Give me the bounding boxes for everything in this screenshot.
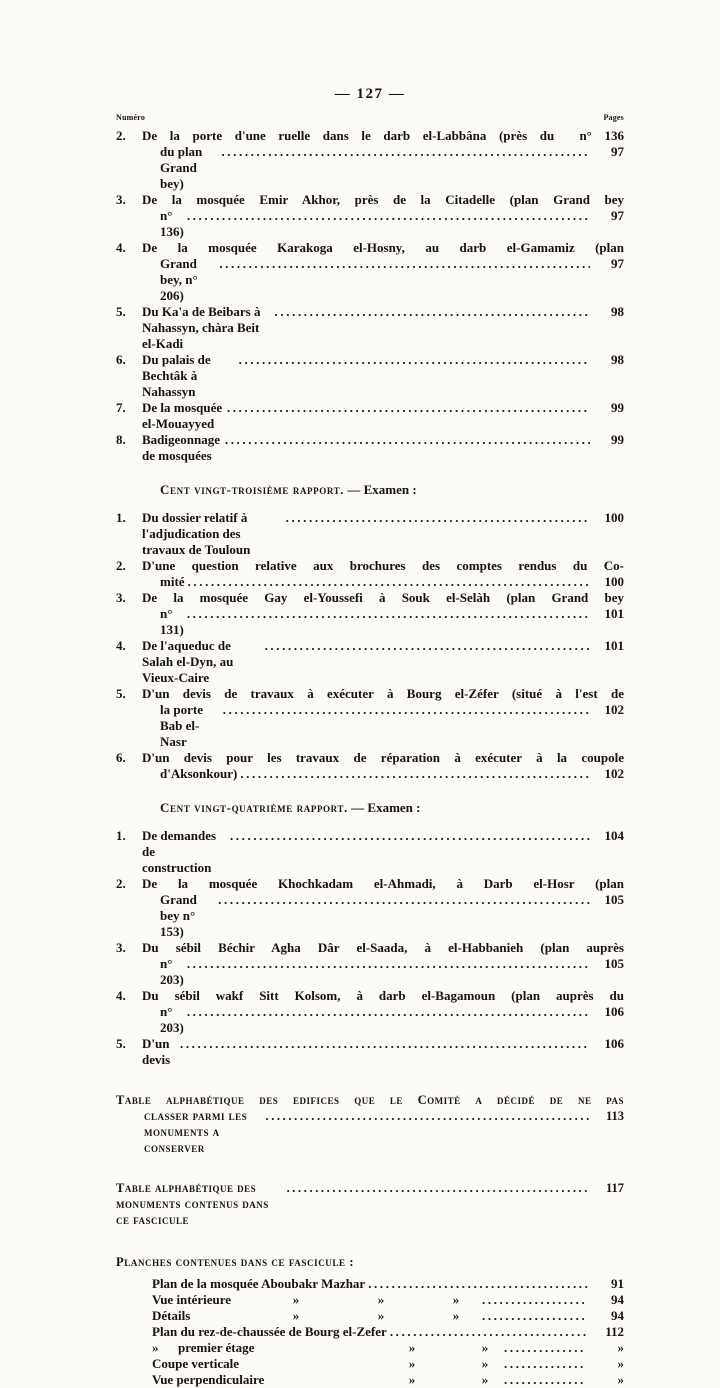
toc-entry-line [116,590,624,606]
page-ref: 98 [611,352,624,367]
item-text: De l'aqueduc de Salah el-Dyn, au Vieux-Caire [142,638,237,685]
dot-leader [275,304,590,320]
item-number: 6. [116,352,126,367]
item-text: Grand bey n° 153) [160,892,201,939]
item-text: Du Ka'a de Beibars à Nahassyn, chàra Beit el-Kadi [142,304,264,351]
plate-row [152,1356,624,1372]
ditto-mark: » [292,1292,300,1307]
plate-row [152,1292,624,1308]
ditto-mark: » [377,1292,385,1307]
toc-entry-line [116,256,624,304]
plate-label: » premier étage [152,1340,255,1355]
dot-leader [390,1324,588,1340]
plate-row [152,1324,624,1340]
toc-entry-line [116,1036,624,1068]
page-content [116,84,624,1388]
dot-leader [265,1108,590,1124]
item-text: De la mosquée Emir Akhor, près de la Citadelle (plan Grand bey [142,192,624,207]
page-ref: 100 [604,510,624,525]
page-ref: » [617,1340,624,1355]
plate-label: Détails [152,1308,191,1323]
item-number: 3. [116,940,126,955]
item-text: Du dossier relatif à l'adjudication des travaux de Touloun [142,510,251,557]
item-number: 2. [116,558,126,573]
toc-entry-line [116,892,624,940]
dot-leader [187,1004,590,1020]
page-ref: 91 [611,1276,624,1291]
page-ref: » [617,1372,624,1387]
report-heading [160,482,624,498]
dot-leader [286,510,590,526]
dot-leader [218,892,590,908]
page-ref: 94 [611,1292,624,1307]
page-ref: 106 [604,1036,624,1051]
toc-body [116,128,624,1388]
toc-entry-line [116,192,624,208]
report-heading-title: Cent vingt-quatrième rapport. [160,800,348,815]
ditto-mark: » [481,1372,489,1387]
item-text: du plan Grand bey) [160,144,206,191]
report-heading-suffix: — Examen : [344,482,417,497]
item-number: 5. [116,1036,126,1051]
ditto-mark: » [408,1356,416,1371]
ditto-mark: » [377,1308,385,1323]
dot-leader [482,1308,584,1324]
toc-entry-line [116,304,624,352]
item-number: 5. [116,304,126,319]
item-text: Badigeonnage de mosquées [142,432,224,463]
dot-leader [504,1340,584,1356]
dot-leader [239,352,590,368]
table-entry-line [116,1180,624,1228]
toc-entry-line [116,128,624,144]
ditto-mark: » [452,1308,460,1323]
page-ref: 101 [604,606,624,621]
toc-entry-line [116,574,624,590]
report-item-list [116,510,624,782]
page-ref: 97 [611,208,624,223]
item-text: D'un devis [142,1036,173,1067]
item-number: 7. [116,400,126,415]
report-item-list [116,128,624,464]
item-text: la porte Bab el-Nasr [160,702,207,749]
item-text: Grand bey, n° 206) [160,256,201,303]
item-number: 5. [116,686,126,701]
toc-entry-line [116,876,624,892]
plate-label: Vue intérieure [152,1292,232,1307]
item-number: 2. [116,876,126,891]
toc-entry-line [116,686,624,702]
page-ref: 101 [604,638,624,653]
table-entry-text: Table alphabétique des monuments contenus dans ce fascicule [116,1181,273,1227]
toc-entry-line [116,828,624,876]
item-number: 4. [116,638,126,653]
toc-entry-line [116,208,624,240]
item-text: De la porte d'une ruelle dans le darb el-Labbâna (près du n° 136 [142,128,624,143]
item-number: 2. [116,128,126,143]
table-entry-text: classer parmi les monuments a conserver [144,1109,251,1155]
dot-leader [188,574,590,590]
page-ref: 97 [611,256,624,271]
page-ref: 105 [604,956,624,971]
page-ref: 94 [611,1308,624,1323]
item-text: De la mosquée Karakoga el-Hosny, au darb el-Gamamiz (plan [142,240,624,255]
dot-leader [368,1276,588,1292]
dot-leader [223,702,590,718]
item-text: n° 136) [160,208,184,239]
item-text: n° 203) [160,1004,184,1035]
pages-column-label: Pages [603,113,624,122]
item-text: De la mosquée el-Mouayyed [142,400,226,431]
dot-leader [230,828,590,844]
dot-leader [504,1356,584,1372]
ditto-mark: » [292,1308,300,1323]
page-ref: 102 [604,766,624,781]
toc-entry-line [116,432,624,464]
plate-row [152,1276,624,1292]
dot-leader [187,956,590,972]
plates-list [152,1276,624,1388]
item-number: 6. [116,750,126,765]
plate-label: Plan de la mosquée Aboubakr Mazhar [152,1276,366,1291]
toc-entry-line [116,400,624,432]
dot-leader [482,1292,584,1308]
column-labels-row [116,112,624,124]
item-number: 4. [116,988,126,1003]
report-heading-title: Cent vingt-troisième rapport. [160,482,345,497]
page-ref: 104 [604,828,624,843]
item-number: 3. [116,192,126,207]
item-text: n° 131) [160,606,184,637]
ditto-mark: » [408,1372,416,1387]
report-heading-suffix: — Examen : [347,800,421,815]
report-item-list [116,828,624,1068]
item-text: mité [160,574,185,589]
toc-entry-line [116,352,624,400]
plate-row [152,1340,624,1356]
item-text: De la mosquée Khochkadam el-Ahmadi, à Darb el-Hosr (plan [142,876,624,891]
alphabetical-table-entry [116,1092,624,1156]
toc-entry-line [116,510,624,558]
item-text: D'un devis pour les travaux de réparation à exécuter à la coupole [142,750,624,765]
ditto-mark: » [481,1340,489,1355]
report-heading [160,800,624,816]
ditto-mark: » [452,1292,460,1307]
page-number-header: — 127 — [334,86,406,102]
item-text: Du palais de Bechtâk à Nahassyn [142,352,214,399]
dot-leader [265,638,590,654]
dot-leader [504,1372,584,1388]
page-ref: 117 [605,1181,624,1195]
plate-label: Coupe verticale [152,1356,240,1371]
toc-entry-line [116,702,624,750]
toc-entry-line [116,1004,624,1036]
item-text: d'Aksonkour) [160,766,238,781]
alphabetical-table-entry [116,1180,624,1228]
item-text: n° 203) [160,956,184,987]
toc-entry-line [116,240,624,256]
item-text: D'un devis de travaux à exécuter à Bourg el-Zéfer (situé à l'est de [142,686,624,701]
ditto-mark: » [481,1356,489,1371]
toc-entry-line [116,940,624,956]
item-number: 1. [116,510,126,525]
dot-leader [187,606,590,622]
toc-entry-line [116,988,624,1004]
page-ref: 97 [611,144,624,159]
dot-leader [187,208,590,224]
page-ref: 100 [604,574,624,589]
item-text: Du sébil wakf Sitt Kolsom, à darb el-Bagamoun (plan auprès du [142,988,624,1003]
item-number: 4. [116,240,126,255]
toc-entry-line [116,956,624,988]
item-text: De la mosquée Gay el-Youssefi à Souk el-Selàh (plan Grand bey [142,590,624,605]
plate-label: Vue perpendiculaire [152,1372,265,1387]
plate-label: Plan du rez-de-chaussée de Bourg el-Zefer [152,1324,387,1339]
toc-entry-line [116,558,624,574]
item-number: 3. [116,590,126,605]
table-entry-line [116,1092,624,1108]
page-ref: 98 [611,304,624,319]
page-ref: 113 [605,1109,624,1123]
page-ref: 106 [604,1004,624,1019]
page-ref: 105 [604,892,624,907]
page-ref: 99 [611,432,624,447]
table-entry-text: Table alphabétique des edifices que le Comité a décidé de ne pas [116,1093,624,1107]
toc-entry-line [116,144,624,192]
toc-entry-line [116,750,624,766]
dot-leader [240,766,590,782]
item-text: De demandes de construction [142,828,220,875]
item-number: 1. [116,828,126,843]
item-text: Du sébil Béchir Agha Dâr el-Saada, à el-Habbanieh (plan auprès [142,940,624,955]
numero-column-label: Numéro [116,113,146,122]
plate-row [152,1308,624,1324]
dot-leader [225,432,590,448]
page-ref: 99 [611,400,624,415]
toc-entry-line [116,766,624,782]
ditto-mark: » [408,1340,416,1355]
toc-entry-line [116,638,624,686]
dot-leader [221,144,590,160]
item-text: D'une question relative aux brochures des comptes rendus du Co- [142,558,624,573]
plate-row [152,1372,624,1388]
page-ref: 102 [604,702,624,717]
dot-leader [219,256,590,272]
dot-leader [180,1036,590,1052]
dot-leader [227,400,590,416]
page-ref: 112 [605,1324,624,1339]
dot-leader [287,1180,590,1196]
item-number: 8. [116,432,126,447]
toc-entry-line [116,606,624,638]
plates-heading: Planches contenues dans ce fascicule : [116,1255,355,1269]
page-ref: » [617,1356,624,1371]
table-entry-line [116,1108,624,1156]
